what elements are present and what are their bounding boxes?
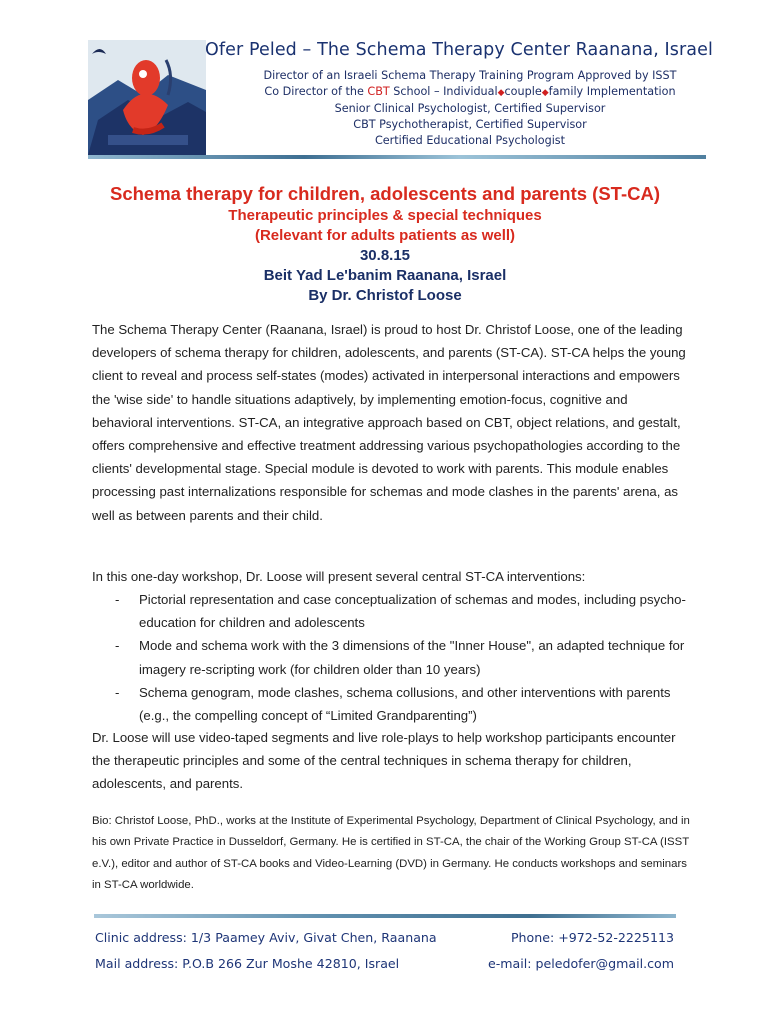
credential-line-1: Director of an Israeli Schema Therapy Training Program Approved by ISST — [263, 69, 677, 82]
center-logo-image — [88, 40, 206, 155]
credential-family: family Implementation — [548, 85, 676, 98]
diamond-separator-icon: ◆ — [497, 88, 505, 98]
header-divider — [88, 155, 706, 159]
diamond-separator-icon: ◆ — [541, 88, 549, 98]
presenter-bio: Bio: Christof Loose, PhD., works at the Institute of Experimental Psychology, Department of Clinical Psychology, and in his own Private Practice in Dusseldorf, Germany. He is certified in ST-CA, the chair of the Working Group ST-CA (ISST e.V.), editor and author of ST-CA books and Video-Learning (DVD) in Germany. He conducts workshops and seminars in ST-CA worldwide. — [92, 815, 690, 892]
credential-couple: couple — [504, 85, 542, 98]
email-address: e-mail: peledofer@gmail.com — [487, 956, 674, 971]
credential-line-4: CBT Psychotherapist, Certified Supervisor — [353, 118, 587, 131]
list-dash: - — [115, 684, 120, 700]
event-relevance-note: (Relevant for adults patients as well) — [254, 227, 516, 244]
list-item — [92, 588, 692, 634]
phone-number: Phone: +972-52-2225113 — [510, 930, 674, 945]
event-venue: Beit Yad Le'banim Raanana, Israel — [263, 267, 507, 284]
list-item — [92, 634, 692, 680]
header-title: Ofer Peled – The Schema Therapy Center Raanana, Israel — [205, 40, 713, 60]
list-dash: - — [115, 592, 120, 607]
event-date: 30.8.15 — [359, 247, 411, 264]
list-item-text: Pictorial representation and case conceptualization of schemas and modes, including psycho-education for children and adolescents — [139, 592, 686, 631]
interventions-list — [92, 588, 692, 727]
credential-line-5: Certified Educational Psychologist — [374, 134, 566, 147]
credential-line-2-prefix: Co Director of the — [264, 85, 368, 98]
cbt-highlight: CBT — [367, 85, 390, 98]
credential-line-2-mid: School – Individual — [389, 85, 498, 98]
mail-address: Mail address: P.O.B 266 Zur Moshe 42810, Israel — [95, 956, 400, 971]
credential-line-3: Senior Clinical Psychologist, Certified Supervisor — [334, 102, 606, 115]
event-main-title: Schema therapy for children, adolescents and parents (ST-CA) — [110, 183, 660, 204]
workshop-intro: In this one-day workshop, Dr. Loose will present several central ST-CA interventions: — [92, 569, 586, 584]
event-titles — [0, 182, 770, 306]
event-presenter: By Dr. Christof Loose — [308, 287, 462, 304]
intro-paragraph — [92, 318, 692, 527]
list-dash: - — [115, 638, 120, 654]
intro-text: The Schema Therapy Center (Raanana, Israel) is proud to host Dr. Christof Loose, one of the leading developers of schema therapy for children, adolescents, and parents (ST-CA). ST-CA helps the young client to reveal and process self-states (modes) activated in interpersonal interactions and empowers the 'wise side' to handle situations adaptively, by implementing emotion-focus, cognitive and behavioral interventions. ST-CA, an integrative approach based on CBT, object relations, and gestalt, offers comprehensive and effective treatment addressing various psychopathologies according to the clients' developmental stage. Special module is devoted to work with parents. This module enables processing past internalizations responsible for schemas and mode clashes in the parents' arena, as well as between parents and their child. — [92, 322, 686, 523]
list-item — [92, 681, 692, 727]
footer-divider — [94, 914, 676, 918]
header-credentials — [230, 68, 710, 149]
list-item-text: Schema genogram, mode clashes, schema collusions, and other interventions with parents (e.g., the compelling concept of “Limited Grandparenting”) — [139, 684, 671, 724]
event-subtitle: Therapeutic principles & special techniques — [228, 207, 542, 224]
clinic-address: Clinic address: 1/3 Paamey Aviv, Givat Chen, Raanana — [95, 930, 437, 945]
closing-paragraph: Dr. Loose will use video-taped segments and live role-plays to help workshop participants encounter the therapeutic principles and some of the central techniques in schema therapy for children, adolescents, and parents. — [92, 730, 676, 792]
credential-line-2 — [230, 84, 710, 101]
list-item-text: Mode and schema work with the 3 dimensions of the "Inner House", an adapted technique for imagery re-scripting work (for children older than 10 years) — [139, 638, 685, 677]
